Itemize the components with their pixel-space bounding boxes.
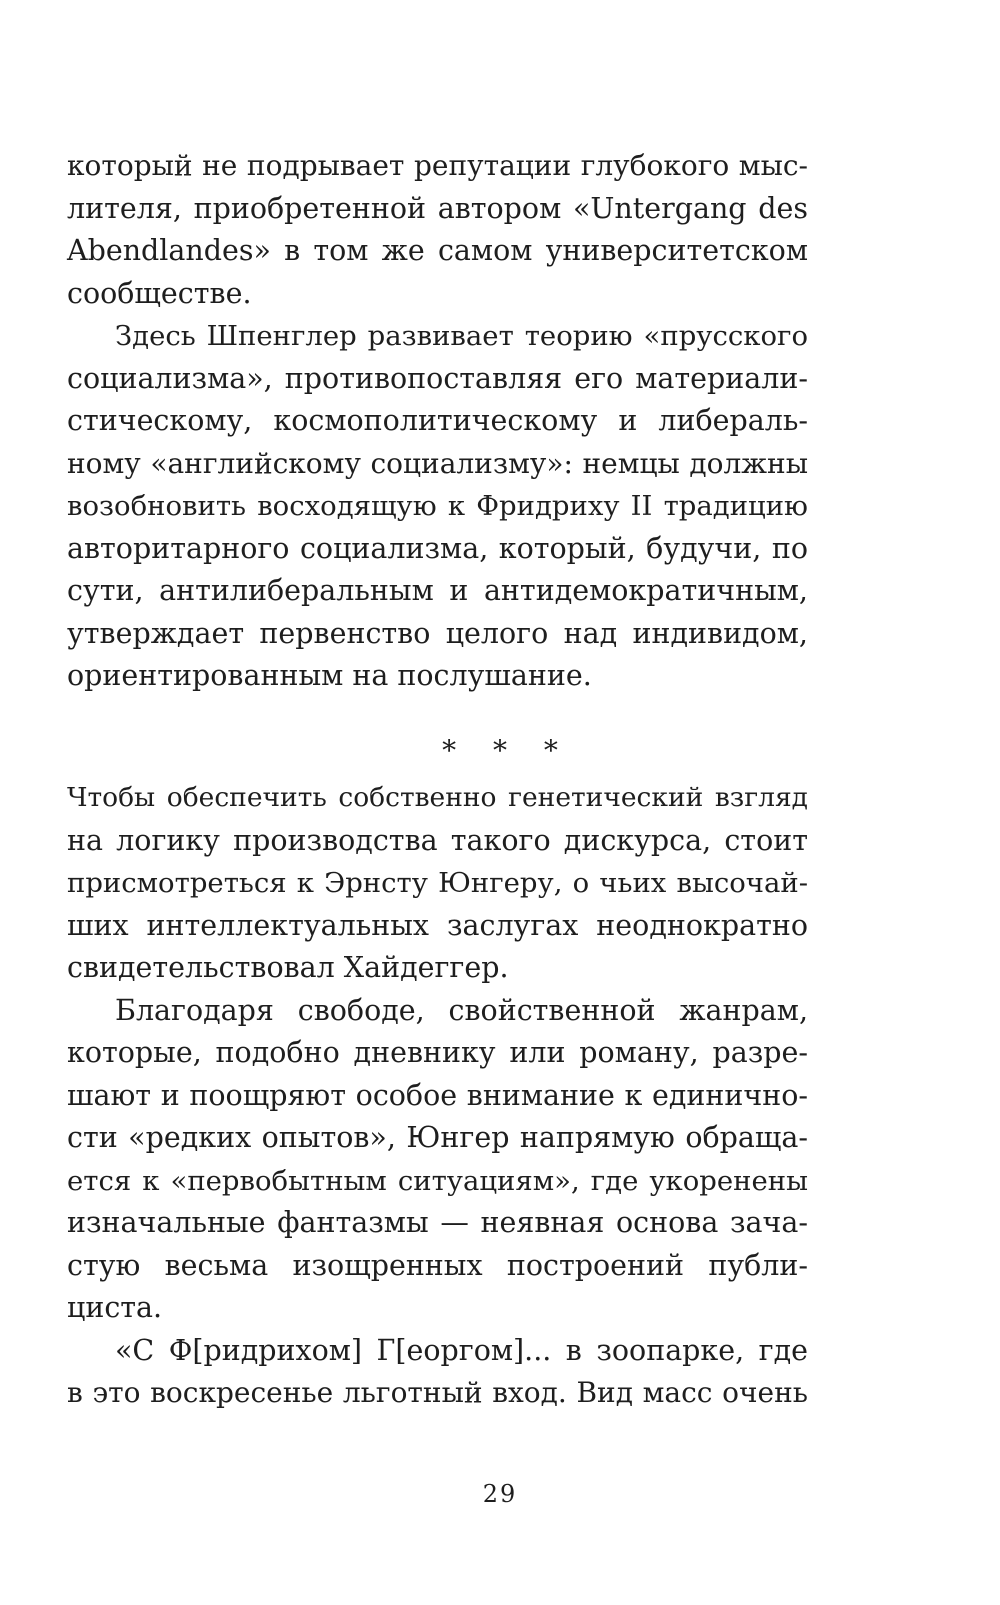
text-line: в это воскресенье льготный вход. Вид масс очень — [67, 1376, 808, 1409]
text-line: который не подрывает репутации глубокого мыс- — [67, 149, 808, 182]
text-line: «С Ф[ридрихом] Г[еоргом]... в зоопарке, где — [115, 1333, 808, 1367]
page-number: 29 — [482, 1480, 518, 1508]
text-line: стую весьма изощренных построений публи- — [67, 1248, 808, 1282]
paragraph — [67, 777, 808, 990]
text-line: авторитарного социализма, который, будучи, по — [67, 531, 808, 565]
text-line: Благодаря свободе, свойственной жанрам, — [115, 993, 808, 1027]
paragraph — [67, 145, 808, 315]
text-line: которые, подобно дневнику или роману, разре- — [67, 1036, 808, 1069]
text-line: ших интеллектуальных заслугах неоднократно — [67, 908, 808, 942]
text-section-bottom — [67, 777, 808, 1415]
paragraph — [67, 315, 808, 698]
text-line: на логику производства такого дискурса, стоит — [67, 823, 808, 857]
text-line: свидетельствовал Хайдеггер. — [67, 951, 509, 984]
paragraph — [67, 990, 808, 1330]
text-line: стическому, космополитическому и либераль- — [67, 404, 808, 437]
text-line: сообществе. — [67, 276, 252, 310]
text-line: присмотреться к Эрнсту Юнгеру, о чьих высочай- — [67, 867, 808, 899]
text-line: Здесь Шпенглер развивает теорию «прусского — [115, 320, 808, 352]
text-line: циста. — [67, 1291, 163, 1324]
paragraph — [67, 1330, 808, 1415]
text-line: лителя, приобретенной автором «Untergang des — [67, 191, 808, 225]
text-line: шают и поощряют особое внимание к единично- — [67, 1078, 808, 1112]
text-line: ется к «первобытным ситуациям», где укоренены — [67, 1164, 808, 1197]
section-separator: * * * — [442, 734, 572, 767]
text-line: Чтобы обеспечить собственно генетический взгляд — [67, 782, 808, 813]
text-line: ориентированным на послушание. — [67, 659, 592, 692]
text-line: изначальные фантазмы — неявная основа зача- — [67, 1206, 808, 1239]
text-section-top — [67, 145, 808, 698]
text-line: сути, антилиберальным и антидемократичным, — [67, 574, 808, 607]
text-line: сти «редких опытов», Юнгер напрямую обраща- — [67, 1121, 808, 1154]
text-line: ному «английскому социализму»: немцы должны — [67, 446, 808, 480]
text-line: утверждает первенство целого над индивидом, — [67, 616, 808, 650]
text-line: возобновить восходящую к Фридриху II традицию — [67, 490, 808, 522]
text-line: Abendlandes» в том же самом университетском — [67, 234, 808, 267]
text-line: социализма», противопоставляя его материали- — [67, 361, 808, 395]
